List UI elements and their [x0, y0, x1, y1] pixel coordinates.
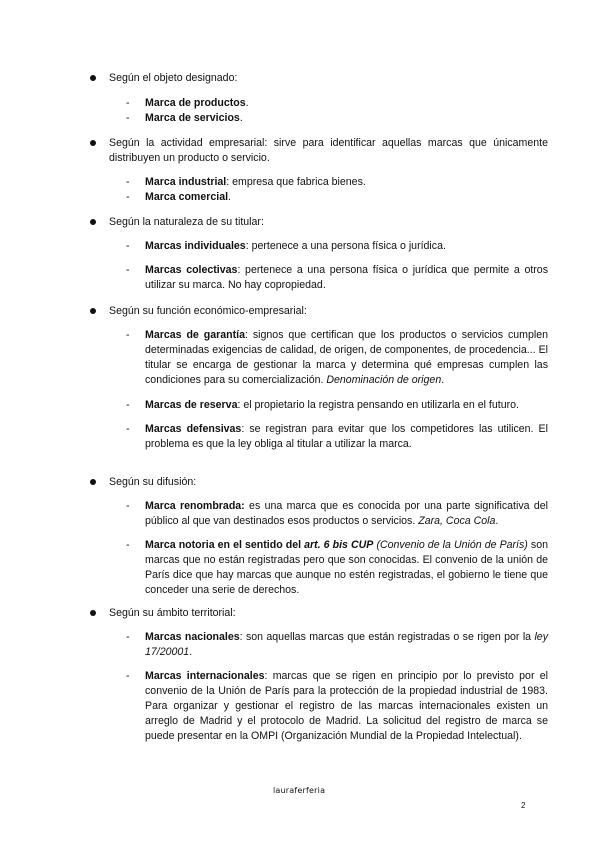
list-item: - Marcas individuales: pertenece a una persona física o jurídica. [126, 240, 446, 252]
dash-icon: - [126, 631, 130, 643]
bullet-icon [90, 479, 96, 485]
dash-icon: - [126, 539, 130, 551]
dash-icon: - [126, 399, 130, 411]
section-heading: Según su difusión: [109, 476, 197, 488]
list-item: - Marca notoria en el sentido del art. 6 bis CUP (Convenio de la Unión de París) son marcas que no están registradas pero que son conocidas. El convenio de la unión de París dice que hay marcas que aunque no estén registradas, el gobierno le tiene que conceder una serie de derechos. [126, 539, 548, 596]
dash-icon: - [126, 670, 130, 682]
dash-icon: - [126, 500, 130, 512]
bullet-icon [90, 219, 96, 225]
list-item: - Marcas colectivas: pertenece a una persona física o jurídica que permite a otros utilizar su marca. No hay copropiedad. [126, 264, 549, 291]
dash-icon: - [126, 264, 130, 276]
dash-icon: - [126, 329, 130, 341]
bullet-icon [90, 140, 96, 146]
list-item: - Marcas defensivas: se registran para evitar que los competidores las utilicen. El problema es que la ley obliga al titular a utilizar la marca. [126, 423, 548, 450]
list-item: - Marca renombrada: es una marca que es conocida por una parte significativa del público al que van destinados esos productos o servicios. Zara, Coca Cola. [126, 500, 548, 527]
section-actividad [88, 136, 548, 205]
list-item: - Marcas de reserva: el propietario la registra pensando en utilizarla en el futuro. [126, 399, 519, 411]
dash-icon: - [126, 176, 130, 188]
dash-icon: - [126, 112, 130, 124]
list-item: - Marcas de garantía: signos que certifican que los productos o servicios cumplen determinadas exigencias de calidad, de origen, de componentes, de procedencia... El titular se encarga de gestionar la marca y determina qué empresas cumplen las condiciones para su comercialización. Denominación de origen. [126, 329, 548, 386]
section-ambito [88, 606, 548, 744]
list-item: - Marca de servicios. [126, 112, 243, 124]
list-item: - Marca industrial: empresa que fabrica bienes. [126, 176, 366, 188]
section-objeto [88, 71, 548, 126]
section-funcion [88, 304, 548, 452]
section-heading: Según su ámbito territorial: [109, 607, 236, 619]
dash-icon: - [126, 97, 130, 109]
section-heading: Según la naturaleza de su titular: [109, 216, 264, 228]
section-difusion [88, 475, 548, 598]
dash-icon: - [126, 191, 130, 203]
list-item: - Marca comercial. [126, 191, 231, 203]
list-item: - Marcas internacionales: marcas que se rigen en principio por lo previsto por el convenio de la Unión de París para la protección de la propiedad industrial de 1983. Para organizar y gestionar el registro de las marcas internacionales existen un arreglo de Madrid y el protocolo de Madrid. La solicitud del registro de marca se puede presentar en la OMPI (Organización Mundial de la Propiedad Intelectual). [126, 670, 548, 742]
section-heading: Según su función económico-empresarial: [109, 305, 307, 317]
section-naturaleza [88, 215, 548, 293]
dash-icon: - [126, 423, 130, 435]
footer-author: lauraferferia [273, 786, 326, 795]
section-heading: Según el objeto designado: [109, 72, 238, 84]
bullet-icon [90, 75, 96, 81]
page-number: 2 [521, 801, 526, 810]
section-heading: Según la actividad empresarial: sirve para identificar aquellas marcas que únicamente distribuyen un producto o servicio. [109, 137, 548, 164]
bullet-icon [90, 308, 96, 314]
list-item: - Marca de productos. [126, 97, 249, 109]
list-item: - Marcas nacionales: son aquellas marcas que están registradas o se rigen por la ley 17/20001. [126, 631, 548, 658]
dash-icon: - [126, 240, 130, 252]
bullet-icon [90, 610, 96, 616]
